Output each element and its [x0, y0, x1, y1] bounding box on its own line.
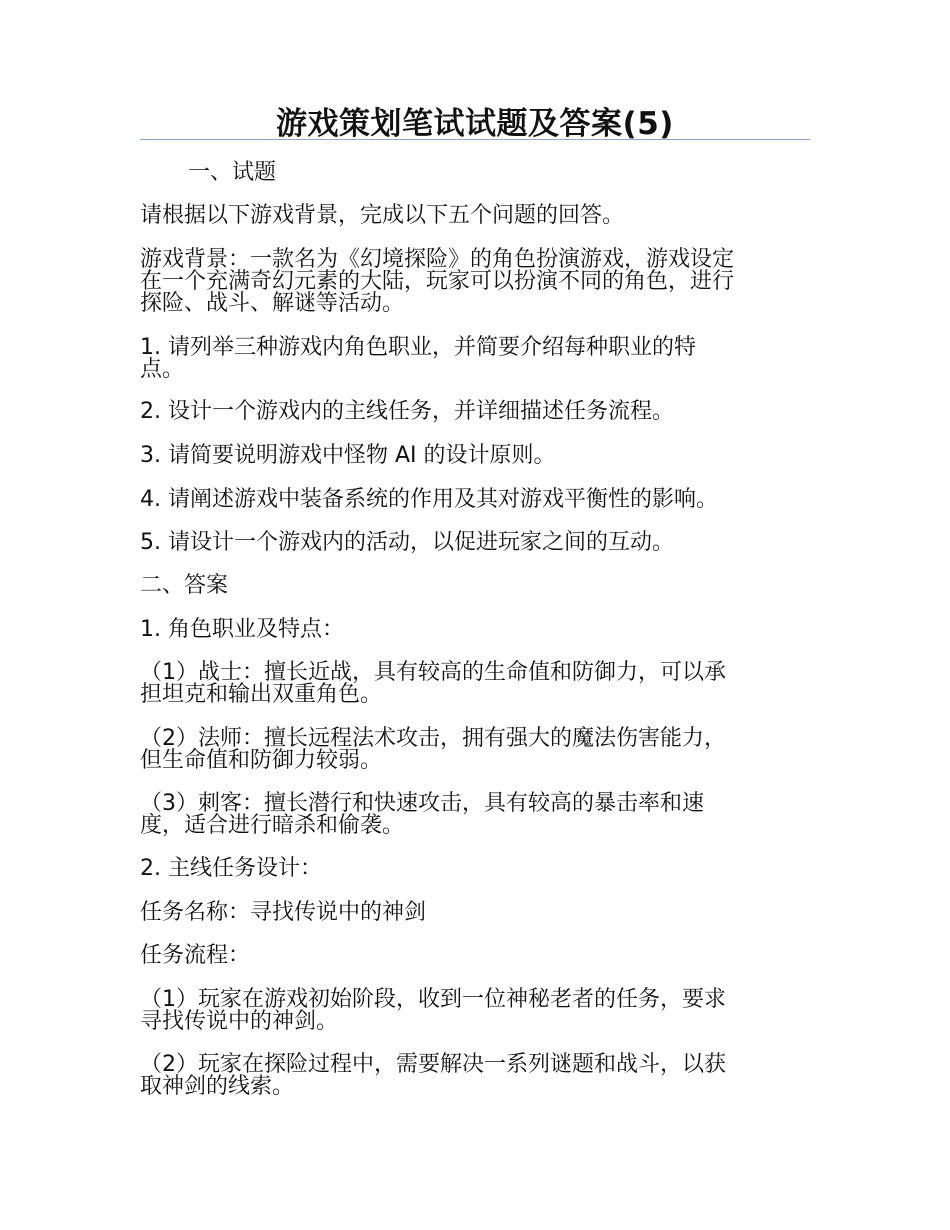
intro-paragraph: 请根据以下游戏背景，完成以下五个问题的回答。 — [140, 203, 625, 228]
quest-flow-label: 任务流程： — [140, 943, 251, 968]
question-4: 4. 请阐述游戏中装备系统的作用及其对游戏平衡性的影响。 — [140, 487, 718, 512]
question-2: 2. 设计一个游戏内的主线任务，并详细描述任务流程。 — [140, 399, 674, 424]
question-5: 5. 请设计一个游戏内的活动，以促进玩家之间的互动。 — [140, 530, 674, 555]
class-warrior-line-2: 担坦克和输出双重角色。 — [140, 682, 383, 707]
background-line-1: 游戏背景：一款名为《幻境探险》的角色扮演游戏，游戏设定 — [140, 247, 735, 272]
quest-step-1-line-2: 寻找传说中的神剑。 — [140, 1009, 339, 1034]
class-mage-line-1: （2）法师：擅长远程法术攻击，拥有强大的魔法伤害能力， — [140, 726, 726, 751]
quest-step-1-line-1: （1）玩家在游戏初始阶段，收到一位神秘老者的任务，要求 — [140, 987, 726, 1012]
question-1-line-2: 点。 — [140, 357, 185, 382]
class-assassin-line-2: 度，适合进行暗杀和偷袭。 — [140, 813, 405, 838]
class-mage-line-2: 但生命值和防御力较弱。 — [140, 748, 383, 773]
quest-step-2-line-1: （2）玩家在探险过程中，需要解决一系列谜题和战斗，以获 — [140, 1052, 726, 1077]
answer-2-heading: 2. 主线任务设计： — [140, 856, 322, 881]
background-line-2: 在一个充满奇幻元素的大陆，玩家可以扮演不同的角色，进行 — [140, 269, 735, 294]
quest-step-2-line-2: 取神剑的线索。 — [140, 1074, 295, 1099]
class-assassin-line-1: （3）刺客：擅长潜行和快速攻击，具有较高的暴击率和速 — [140, 791, 704, 816]
question-3: 3. 请简要说明游戏中怪物 AI 的设计原则。 — [140, 443, 556, 468]
title-underline-rule — [140, 139, 810, 140]
background-line-3: 探险、战斗、解谜等活动。 — [140, 291, 405, 316]
quest-name: 任务名称：寻找传说中的神剑 — [140, 900, 427, 925]
question-1-line-1: 1. 请列举三种游戏内角色职业，并简要介绍每种职业的特 — [140, 335, 696, 360]
answer-1-heading: 1. 角色职业及特点： — [140, 617, 344, 642]
section-heading-questions: 一、试题 — [188, 160, 277, 185]
class-warrior-line-1: （1）战士：擅长近战，具有较高的生命值和防御力，可以承 — [140, 660, 726, 685]
document-title: 游戏策划笔试试题及答案(5) — [276, 106, 674, 142]
section-heading-answers: 二、答案 — [140, 573, 229, 598]
